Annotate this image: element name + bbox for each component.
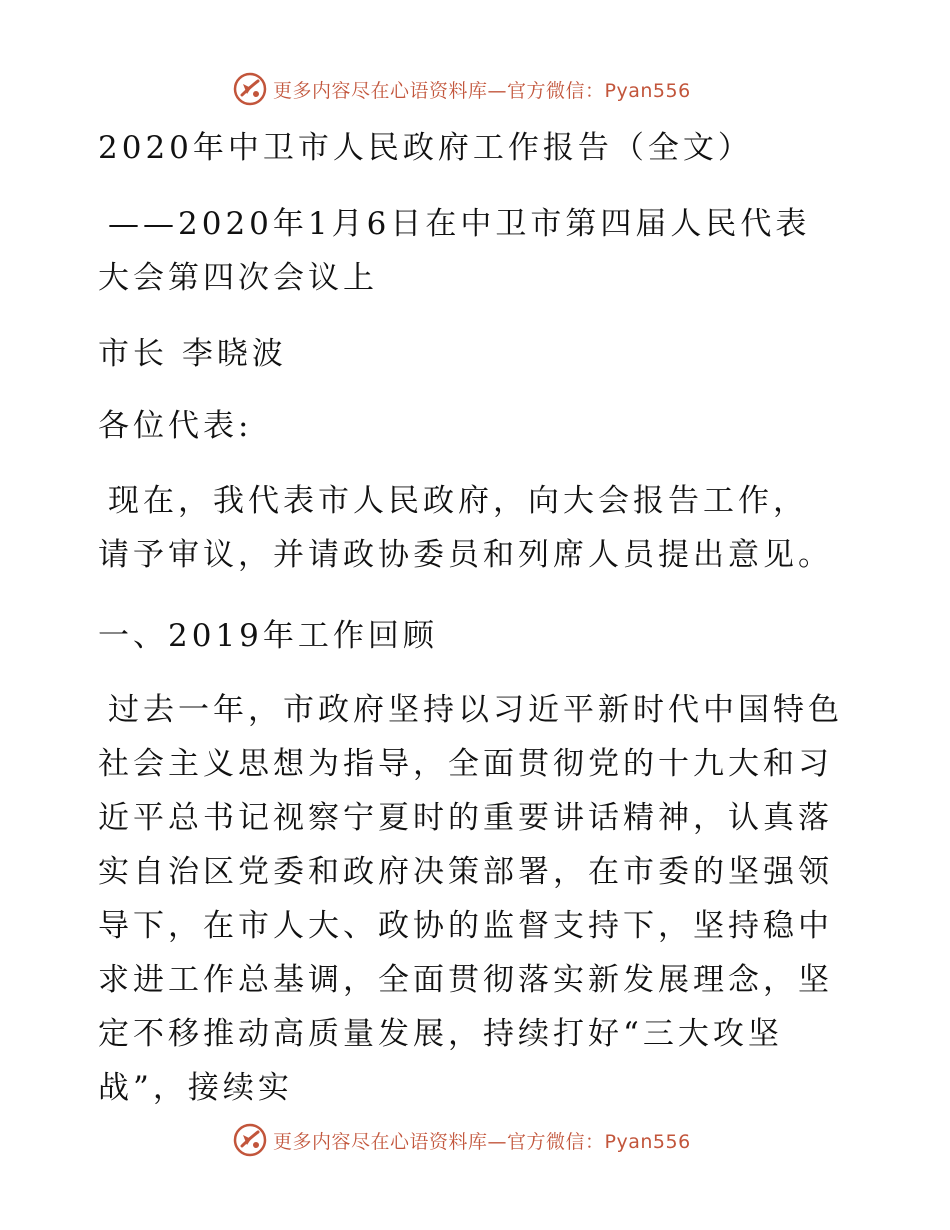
footer-watermark <box>233 1123 691 1157</box>
document-subtitle: ——2020年1月6日在中卫市第四届人民代表大会第四次会议上 <box>98 206 811 296</box>
document-title: 2020年中卫市人民政府工作报告（全文） <box>98 130 753 166</box>
section-paragraph-review: 过去一年，市政府坚持以习近平新时代中国特色社会主义思想为指导，全面贯彻党的十九大和习近平总书记视察宁夏时的重要讲话精神，认真落实自治区党委和政府决策部署，在市委的坚强领导下，在市人大、政协的监督支持下，坚持稳中求进工作总基调，全面贯彻落实新发展理念，坚定不移推动高质量发展，持续打好“三大攻坚战”，接续实 <box>98 692 843 1106</box>
watermark-text: 更多内容尽在心语资料库—官方微信：Pyan556 <box>273 79 691 102</box>
section-heading-review: 一、2019年工作回顾 <box>98 618 438 654</box>
book-pen-logo-icon <box>233 1123 267 1157</box>
speaker-line: 市长 李晓波 <box>98 336 287 372</box>
intro-paragraph: 现在，我代表市人民政府，向大会报告工作，请予审议，并请政协委员和列席人员提出意见。 <box>98 483 833 573</box>
header-watermark <box>233 72 691 106</box>
book-pen-logo-icon <box>233 72 267 106</box>
watermark-text: 更多内容尽在心语资料库—官方微信：Pyan556 <box>273 1130 691 1153</box>
salutation: 各位代表: <box>98 408 253 444</box>
